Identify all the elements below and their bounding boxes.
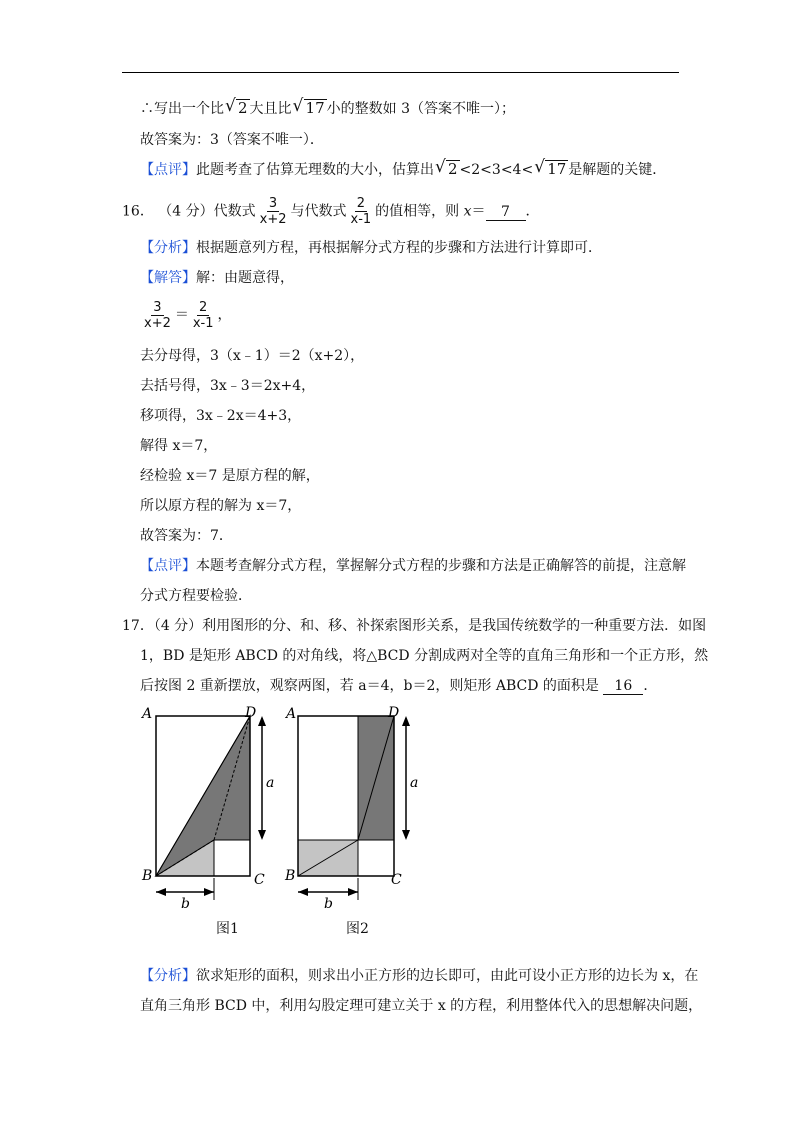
text: ∴写出一个比	[140, 101, 224, 117]
question-number: 16．	[122, 203, 154, 220]
arrow	[402, 830, 410, 840]
figure-1	[140, 705, 274, 912]
radicand: 2	[448, 160, 458, 178]
arrow	[204, 888, 214, 896]
figure-2-caption: 图2	[346, 921, 369, 937]
sqrt-2	[225, 99, 250, 119]
label-d-vertex: D	[388, 705, 400, 721]
figure-2	[284, 705, 418, 912]
solution-tag: 【解答】	[140, 270, 196, 286]
analysis-16	[140, 238, 602, 258]
text: 的值相等，则	[375, 203, 464, 220]
analysis-17-cont: 直角三角形 BCD 中，利用勾股定理可建立关于 x 的方程，利用整体代入的思想解决问题，	[140, 998, 703, 1014]
answer-blank: 16	[603, 678, 643, 695]
text: 根据题意列方程，再根据解分式方程的步骤和方法进行计算即可．	[196, 240, 602, 256]
label-c-vertex: C	[254, 872, 265, 888]
text: 本题考查解分式方程，掌握解分式方程的步骤和方法是正确解答的前提，注意解	[196, 558, 686, 574]
figure-1-caption: 图1	[216, 921, 239, 937]
label-b-length: b	[181, 896, 190, 912]
answer-blank: 7	[486, 204, 526, 221]
arrow	[298, 888, 308, 896]
step-line: 去分母得，3（x﹣1）＝2（x+2），	[140, 348, 365, 364]
question-17-line1: 17．（4 分）利用图形的分、和、移、补探索图形关系，是我国传统数学的一种重要方法．如图	[122, 618, 707, 634]
comment-tag: 【点评】	[140, 558, 196, 574]
comment-16	[140, 556, 686, 576]
arrow	[402, 716, 410, 726]
analysis-17	[140, 966, 698, 986]
question-17-line2: 1，BD 是矩形 ABCD 的对角线，将△BCD 分割成两对全等的直角三角形和一个正方形，然	[140, 648, 709, 664]
text: ＝	[174, 307, 189, 323]
sqrt-17	[293, 99, 327, 119]
text: <2<3<4<	[459, 162, 534, 178]
label-a-vertex: A	[142, 706, 153, 722]
comment-16-cont: 分式方程要检验．	[140, 588, 252, 604]
label-a-length: a	[266, 775, 275, 791]
analysis-tag: 【分析】	[140, 968, 196, 984]
text: （4 分）代数式	[158, 203, 256, 220]
answer-line: 故答案为：3（答案不唯一）．	[140, 132, 324, 148]
sqrt-2	[435, 160, 460, 180]
step-line: 移项得，3x﹣2x＝4+3，	[140, 408, 302, 424]
text: 解：由题意得，	[196, 270, 294, 286]
text: 小的整数如 3（答案不唯一）；	[326, 101, 515, 117]
radicand: 17	[547, 160, 567, 178]
label-c-vertex: C	[391, 872, 402, 888]
text: 后按图 2 重新摆放，观察两图，若 a＝4，b＝2，则矩形 ABCD 的面积是	[140, 678, 604, 694]
step-line: 经检验 x＝7 是原方程的解，	[140, 468, 320, 484]
label-b-vertex: B	[142, 868, 153, 884]
denominator: x-1	[350, 212, 372, 227]
fraction	[349, 196, 374, 227]
text: 是解题的关键．	[568, 162, 667, 178]
text: ＝	[471, 203, 486, 220]
numerator: 3	[153, 299, 162, 315]
arrow	[156, 888, 166, 896]
label-b-length: b	[324, 896, 333, 912]
text: ，	[217, 307, 232, 323]
label-d-vertex: D	[245, 705, 257, 721]
comment-tag: 【点评】	[140, 162, 196, 178]
conclusion-line	[140, 99, 515, 119]
header-rule	[122, 72, 679, 73]
denominator: x-1	[192, 315, 214, 331]
radicand: 2	[238, 99, 248, 117]
radicand: 17	[305, 99, 325, 117]
numerator: 2	[199, 299, 208, 315]
label-a-length: a	[410, 775, 419, 791]
arrow	[258, 716, 266, 726]
step-line: 解得 x＝7，	[140, 438, 218, 454]
step-line: 故答案为：7．	[140, 528, 233, 544]
arrow	[348, 888, 358, 896]
step-line: 所以原方程的解为 x＝7，	[140, 498, 302, 514]
text: ．	[643, 678, 658, 694]
question-17-line3	[140, 676, 657, 696]
equation-16	[140, 298, 232, 332]
figures	[0, 704, 800, 944]
label-a-vertex: A	[286, 706, 297, 722]
text: ．	[525, 203, 540, 220]
text: 大且比	[249, 101, 292, 117]
analysis-tag: 【分析】	[140, 240, 196, 256]
text: 与代数式	[290, 203, 347, 220]
denominator: x+2	[144, 315, 171, 331]
sqrt-17	[534, 160, 568, 180]
arrow	[258, 830, 266, 840]
numerator: 2	[356, 196, 365, 211]
text: 此题考查了估算无理数的大小，估算出	[196, 162, 434, 178]
fraction	[258, 196, 289, 227]
comment-line	[140, 160, 666, 180]
label-b-vertex: B	[285, 868, 296, 884]
denominator: x+2	[259, 212, 287, 227]
variable: x	[463, 203, 472, 220]
fraction	[142, 300, 173, 331]
fraction	[191, 300, 216, 331]
solution-16	[140, 268, 294, 288]
step-line: 去括号得，3x﹣3＝2x+4，	[140, 378, 316, 394]
numerator: 3	[268, 196, 278, 211]
question-16	[122, 196, 540, 227]
text: 欲求矩形的面积，则求出小正方形的边长即可，由此可设小正方形的边长为 x，在	[196, 968, 699, 984]
